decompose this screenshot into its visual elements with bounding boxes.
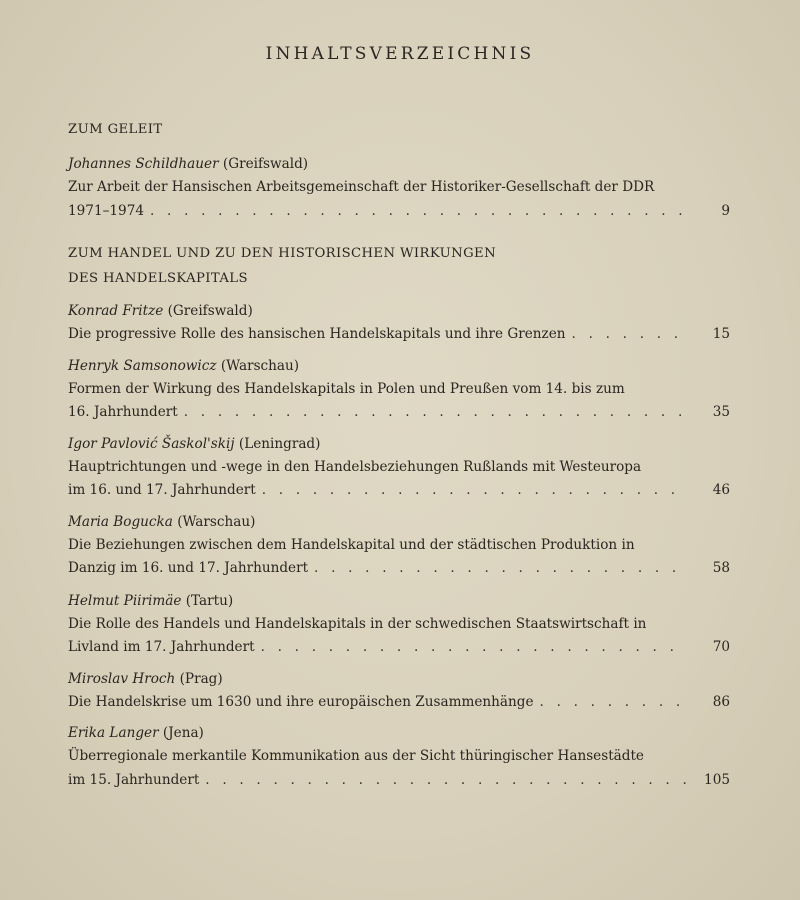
entry-title-text: Die Handelskrise um 1630 und ihre europäischen Zusammenhänge [68,693,534,710]
leader-dots [572,323,686,347]
entry-author [68,300,730,323]
entry-author [68,355,730,378]
page-number: 46 [712,482,730,498]
entry-title-text: im 16. und 17. Jahrhundert [68,482,256,498]
page-number: 9 [721,202,730,219]
toc-entry [68,668,730,715]
entry-title-last-line [68,557,730,581]
section-heading: ZUM HANDEL UND ZU DEN HISTORISCHEN WIRKUNGEN [68,246,497,261]
entry-title-text: Livland im 17. Jahrhundert [68,639,255,655]
author-place: (Greifswald) [218,156,309,172]
author-place: (Warschau) [216,357,300,374]
leader-dots [314,557,686,581]
entry-author [68,153,730,176]
leader-dots [540,691,686,715]
leader-dots [184,401,686,425]
entry-title-line: Die Rolle des Handels und Handelskapitals in der schwedischen Staatswirtschaft in [68,615,647,632]
author-place: (Warschau) [172,513,256,530]
toc-entry [68,300,730,347]
author-name: Miroslav Hroch [68,670,176,687]
author-name: Helmut Piirimäe [68,592,182,609]
section-heading: DES HANDELSKAPITALS [68,271,248,286]
entry-title-line: Formen der Wirkung des Handelskapitals in Polen und Preußen vom 14. bis zum [68,380,625,397]
entry-title-last-line [68,401,730,425]
page-number: 15 [712,326,730,342]
page-number: 58 [712,560,730,576]
author-name: Maria Bogucka [68,513,173,530]
entry-title-last-line [68,323,730,347]
entry-author [68,590,730,613]
entry-title-text: Die progressive Rolle des hansischen Handelskapitals und ihre Grenzen [68,326,566,342]
leader-dots [261,636,686,660]
page-title: INHALTSVERZEICHNIS [265,44,535,64]
leader-dots [205,769,686,793]
entry-title-line: Hauptrichtungen und -wege in den Handelsbeziehungen Rußlands mit Westeuropa [68,458,642,475]
page-number: 70 [712,639,730,655]
entry-author [68,511,730,534]
leader-dots [150,200,686,224]
toc-section [68,241,730,792]
author-place: (Jena) [158,725,204,741]
author-place: (Greifswald) [163,303,253,319]
entry-author [68,668,730,691]
entry-title-line: Überregionale merkantile Kommunikation aus der Sicht thüringischer Hansestädte [68,748,644,764]
toc-entry [68,590,730,660]
entry-title-last-line [68,691,730,715]
author-place: (Prag) [175,670,223,687]
toc-entry [68,153,730,223]
page-number: 105 [704,771,730,788]
author-name: Konrad Fritze [68,303,164,319]
entry-title-last-line [68,769,730,793]
toc-entry [68,433,730,503]
entry-title-last-line [68,636,730,660]
entry-title-line: Die Beziehungen zwischen dem Handelskapital und der städtischen Produktion in [68,536,635,553]
page-number: 35 [712,404,730,420]
entry-title-text: 16. Jahrhundert [68,404,178,420]
entry-title-line: Zur Arbeit der Hansischen Arbeitsgemeinschaft der Historiker-Gesellschaft der DDR [68,179,655,195]
entry-title-text: 1971–1974 [68,202,144,219]
entry-title-text: im 15. Jahrhundert [68,771,200,788]
author-name: Erika Langer [68,725,159,741]
toc-entry [68,355,730,425]
leader-dots [262,479,686,503]
entry-author [68,722,730,745]
entry-author [68,433,730,456]
page-number: 86 [712,693,730,710]
author-place: (Tartu) [181,592,234,609]
toc-entry [68,722,730,792]
author-name: Igor Pavlović Šaskol'skij [68,435,235,452]
author-name: Henryk Samsonowicz [68,357,217,374]
author-name: Johannes Schildhauer [68,156,219,172]
section-heading: ZUM GELEIT [68,122,163,137]
table-of-contents [68,117,730,792]
toc-entry [68,511,730,581]
toc-section [68,117,730,223]
entry-title-last-line [68,479,730,503]
entry-title-text: Danzig im 16. und 17. Jahrhundert [68,560,309,576]
author-place: (Leningrad) [234,435,321,452]
entry-title-last-line [68,200,730,224]
